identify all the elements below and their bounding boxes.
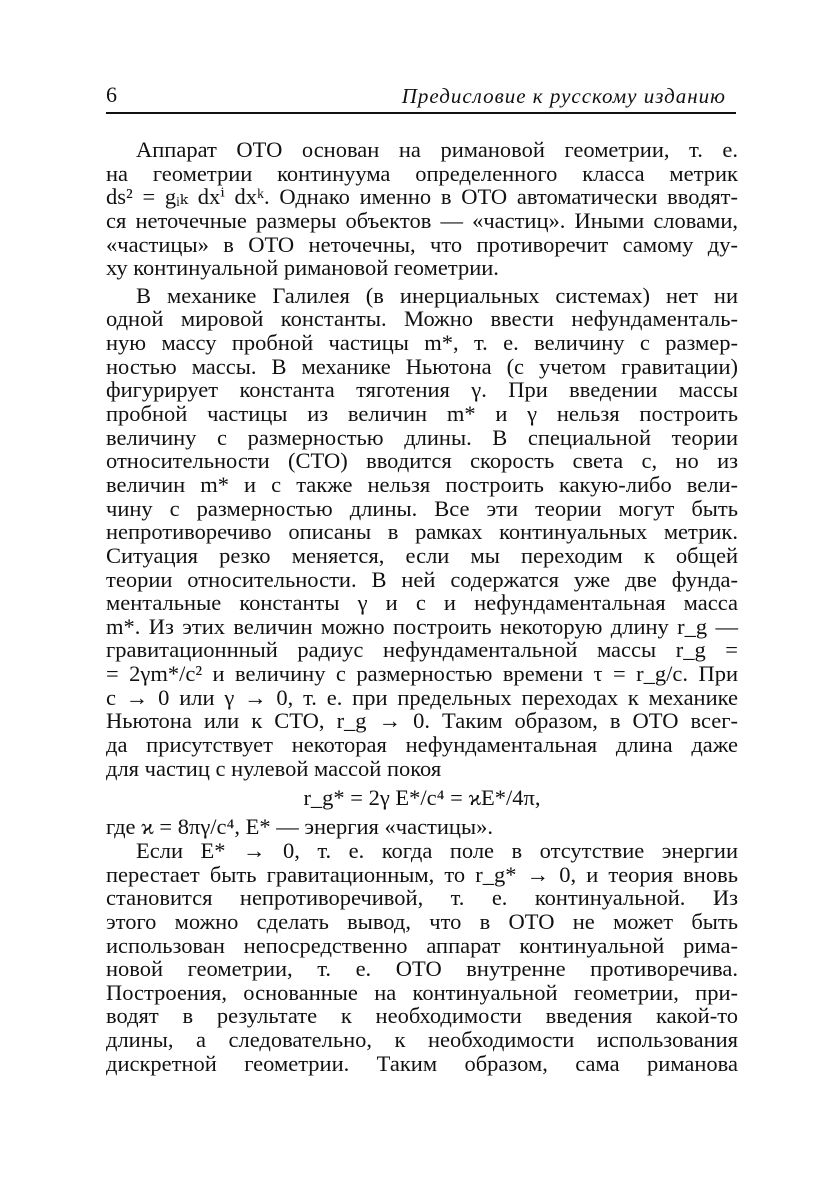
text-line: становится непротиворечивой, т. е. континуальной. Из <box>106 885 738 911</box>
text-line: Аппарат ОТО основан на римановой геометрии, т. е. <box>136 137 738 162</box>
text-line: использован непосредственно аппарат континуальной рима- <box>106 932 738 958</box>
text-line: «частицы» в ОТО неточечны, что противоречит самому ду- <box>106 231 738 257</box>
text-line: новой геометрии, т. е. ОТО внутренне противоречива. <box>106 956 738 982</box>
text-line: Если E* → 0, т. е. когда поле в отсутствие энергии <box>136 837 738 863</box>
text-line: ностью массы. В механике Ньютона (с учетом гравитации) <box>106 353 738 379</box>
text-line: дискретной геометрии. Таким образом, сама риманова <box>106 1050 738 1076</box>
text-line: чину с размерностью длины. Все эти теории могут быть <box>106 495 738 521</box>
text-line: гравитационнный радиус нефундаментальной массы r_g = <box>106 637 738 663</box>
page-header <box>106 82 740 110</box>
text-line: ную массу пробной частицы m*, т. е. величину с размер- <box>106 330 738 356</box>
text-line: Ситуация резко меняется, если мы переходим к общей <box>106 542 738 568</box>
header-rule <box>106 112 736 114</box>
text-line: ся неточечные размеры объектов — «частиц». Иными словами, <box>106 207 738 233</box>
text-line: Ньютона или к СТО, r_g → 0. Таким образом, в ОТО всег- <box>106 708 738 734</box>
text-line: для частиц с нулевой массой покоя <box>106 755 442 781</box>
text-line: ds² = gᵢₖ dxⁱ dxᵏ. Однако именно в ОТО автоматически вводят- <box>106 184 738 210</box>
running-title: Предисловие к русскому изданию <box>401 84 726 108</box>
text-line: ментальные константы γ и c и нефундаментальная масса <box>106 590 738 616</box>
text-line: фигурирует константа тяготения γ. При введении массы <box>106 377 738 403</box>
text-line: величину с размерностью длины. В специальной теории <box>106 424 738 450</box>
text-line: величин m* и c также нельзя построить какую-либо вели- <box>106 471 738 497</box>
text-line: водят в результате к необходимости введения какой-то <box>106 1003 738 1029</box>
page-number: 6 <box>106 82 117 107</box>
text-line: c → 0 или γ → 0, т. е. при предельных переходах к механике <box>106 684 738 710</box>
text-line: Построения, основанные на континуальной геометрии, при- <box>106 979 738 1005</box>
text-line: В механике Галилея (в инерциальных системах) нет ни <box>136 282 738 308</box>
text-line: где ϰ = 8πγ/c⁴, E* — энергия «частицы». <box>106 814 493 840</box>
text-line: пробной частицы из величин m* и γ нельзя построить <box>106 401 738 427</box>
text-line: на геометрии континуума определенного класса метрик <box>106 160 738 186</box>
text-line: перестает быть гравитационным, то r_g* → 0, и теория вновь <box>106 861 738 887</box>
text-line: одной мировой константы. Можно ввести нефундаменталь- <box>106 306 738 332</box>
text-line: ху континуальной римановой геометрии. <box>106 255 499 281</box>
text-line: теории относительности. В ней содержатся уже две фунда- <box>106 566 738 592</box>
text-line: этого можно сделать вывод, что в ОТО не может быть <box>106 908 738 934</box>
text-line: = 2γm*/c² и величину с размерностью времени τ = r_g/c. При <box>106 661 738 687</box>
text-line: длины, а следовательно, к необходимости использования <box>106 1027 738 1053</box>
text-line: да присутствует некоторая нефундаментальная длина даже <box>106 732 738 758</box>
text-line: непротиворечиво описаны в рамках континуальных метрик. <box>106 519 738 545</box>
text-line: относительности (СТО) вводится скорость света c, но из <box>106 448 738 474</box>
text-line: m*. Из этих величин можно построить некоторую длину r_g — <box>106 613 738 639</box>
body-text <box>106 138 738 1075</box>
display-formula: r_g* = 2γ E*/c⁴ = ϰE*/4π, <box>303 785 541 811</box>
